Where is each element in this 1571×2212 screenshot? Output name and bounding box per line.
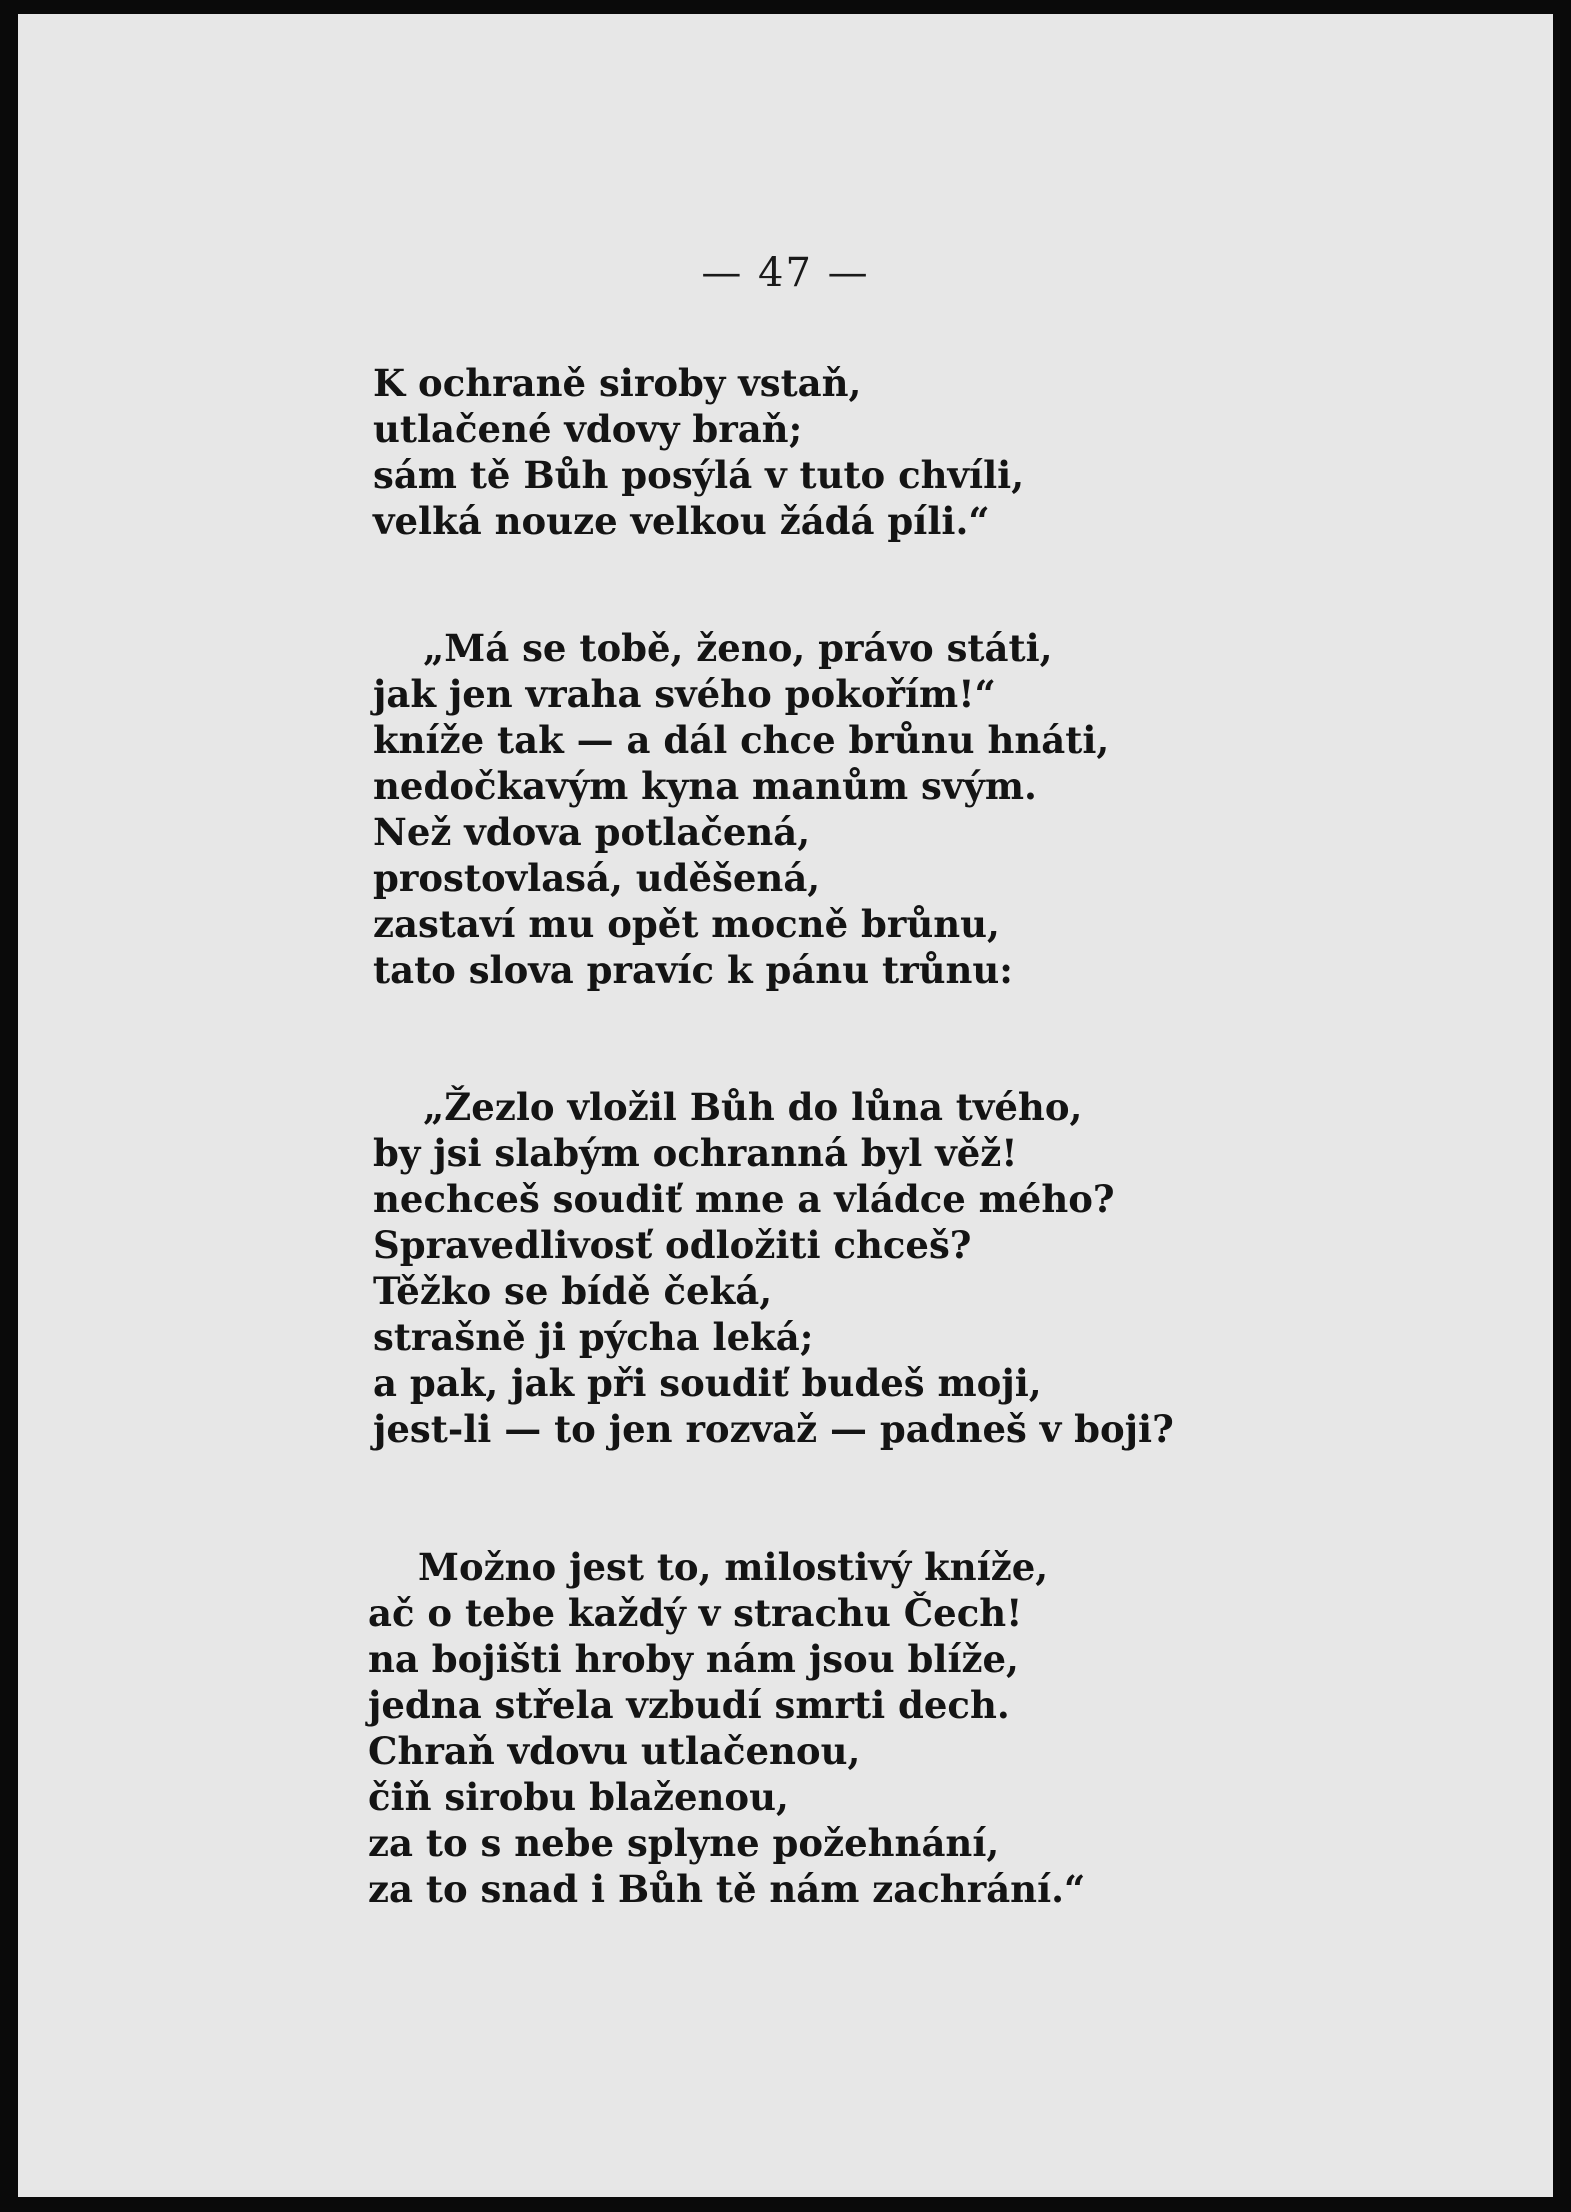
verse-line: Chraň vdovu utlačenou, [368,1729,861,1773]
verse-line: strašně ji pýcha leká; [373,1315,814,1359]
verse-line: a pak, jak při soudiť budeš moji, [373,1361,1042,1405]
stanza-2 [373,625,1109,993]
stanza-4 [368,1544,1085,1912]
verse-line: „Má se tobě, ženo, právo státi, [423,626,1053,670]
verse-line: Spravedlivosť odložiti chceš? [373,1223,972,1267]
verse-line: nedočkavým kyna manům svým. [373,764,1037,808]
stanza-1 [373,360,1024,544]
verse-line: prostovlasá, uděšená, [373,856,821,900]
stanza-3 [373,1084,1174,1452]
verse-line: ač o tebe každý v strachu Čech! [368,1591,1023,1635]
verse-line: zastaví mu opět mocně brůnu, [373,902,1000,946]
verse-line: utlačené vdovy braň; [373,407,803,451]
verse-line: velká nouze velkou žádá píli.“ [373,499,990,543]
verse-line: jedna střela vzbudí smrti dech. [368,1683,1010,1727]
verse-line: „Žezlo vložil Bůh do lůna tvého, [423,1085,1083,1129]
verse-line: K ochraně siroby vstaň, [373,361,862,405]
verse-line: kníže tak — a dál chce brůnu hnáti, [373,718,1110,762]
verse-line: čiň sirobu blaženou, [368,1775,789,1819]
verse-line: nechceš soudiť mne a vládce mého? [373,1177,1115,1221]
verse-line: sám tě Bůh posýlá v tuto chvíli, [373,453,1025,497]
verse-line: tato slova pravíc k pánu trůnu: [373,948,1013,992]
verse-line: za to snad i Bůh tě nám zachrání.“ [368,1867,1086,1911]
verse-line: za to s nebe splyne požehnání, [368,1821,1000,1865]
verse-line: by jsi slabým ochranná byl věž! [373,1131,1018,1175]
book-page [18,14,1553,2197]
page-number: — 47 — [701,250,870,296]
verse-line: Než vdova potlačená, [373,810,811,854]
verse-line: na bojišti hroby nám jsou blíže, [368,1637,1019,1681]
verse-line: jest-li — to jen rozvaž — padneš v boji? [373,1407,1174,1451]
verse-line: jak jen vraha svého pokořím!“ [373,672,996,716]
verse-line: Těžko se bídě čeká, [373,1269,773,1313]
verse-line: Možno jest to, milostivý kníže, [418,1545,1049,1589]
